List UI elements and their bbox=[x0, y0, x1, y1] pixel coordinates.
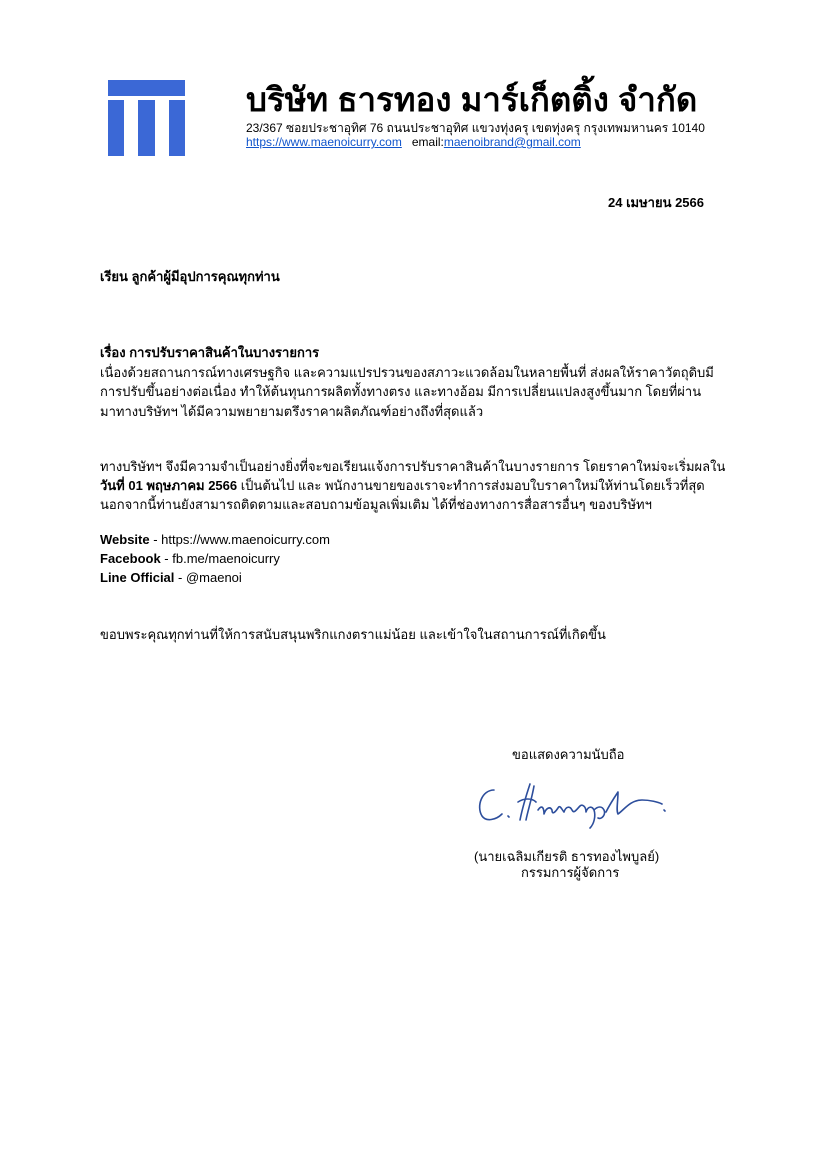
logo-bar-right bbox=[169, 100, 185, 156]
company-name: บริษัท ธารทอง มาร์เก็ตติ้ง จำกัด bbox=[246, 81, 698, 118]
salutation: เรียน ลูกค้าผู้มีอุปการคุณทุกท่าน bbox=[100, 269, 280, 284]
notice-line: ทางบริษัทฯ จึงมีความจำเป็นอย่างยิ่งที่จะขอเรียนแจ้งการปรับราคาสินค้าในบางรายการ โดยราคาใหม่จะเริ่มผลใน bbox=[100, 459, 726, 474]
contact-label: Line Official bbox=[100, 570, 175, 585]
company-contact-line bbox=[246, 135, 581, 149]
logo-bar-left bbox=[108, 100, 124, 156]
subject-line: การปรับขึ้นอย่างต่อเนื่อง ทำให้ต้นทุนการผลิตทั้งทางตรง และทางอ้อม มีการเปลี่ยนแปลงสูงขึ้นมาก โดยที่ผ่าน bbox=[100, 384, 702, 399]
contact-value: - @maenoi bbox=[174, 570, 242, 585]
contact-label: Facebook bbox=[100, 551, 161, 566]
handwritten-signature bbox=[472, 776, 672, 832]
contact-value: - fb.me/maenoicurry bbox=[160, 551, 280, 566]
contact-website bbox=[100, 530, 330, 549]
contact-value: - https://www.maenoicurry.com bbox=[149, 532, 330, 547]
contact-label: Website bbox=[100, 532, 150, 547]
company-email-link[interactable]: maenoibrand@gmail.com bbox=[443, 135, 581, 149]
notice-line: นอกจากนี้ท่านยังสามารถติดตามและสอบถามข้อมูลเพิ่มเติม ได้ที่ช่องทางการสื่อสารอื่นๆ ของบริษัทฯ bbox=[100, 497, 652, 512]
company-website-link[interactable]: https://www.maenoicurry.com bbox=[246, 135, 402, 149]
closing: ขอแสดงความนับถือ bbox=[512, 747, 625, 762]
logo-bar-middle bbox=[138, 100, 155, 156]
contact-line bbox=[100, 568, 330, 587]
company-logo bbox=[108, 80, 185, 156]
notice-line bbox=[100, 476, 730, 495]
signer-title: กรรมการผู้จัดการ bbox=[521, 865, 620, 880]
effective-date: วันที่ 01 พฤษภาคม 2566 bbox=[100, 478, 238, 493]
document-date: 24 เมษายน 2566 bbox=[608, 195, 704, 210]
logo-bar-top bbox=[108, 80, 185, 96]
notice-line-rest: เป็นต้นไป และ พนักงานขายของเราจะทำการส่งมอบใบราคาใหม่ให้ท่านโดยเร็วที่สุด bbox=[237, 478, 705, 493]
subject-line: เนื่องด้วยสถานการณ์ทางเศรษฐกิจ และความแปรปรวนของสภาวะแวดล้อมในหลายพื้นที่ ส่งผลให้ราคาวัตถุดิบมี bbox=[100, 364, 714, 380]
company-address: 23/367 ซอยประชาอุทิศ 76 ถนนประชาอุทิศ แขวงทุ่งครุ เขตทุ่งครุ กรุงเทพมหานคร 10140 bbox=[246, 121, 705, 135]
contact-list bbox=[100, 530, 330, 587]
subject-paragraph bbox=[100, 343, 730, 421]
signer-name: (นายเฉลิมเกียรติ ธารทองไพบูลย์) bbox=[474, 849, 660, 864]
thanks-paragraph: ขอบพระคุณทุกท่านที่ให้การสนับสนุนพริกแกงตราแม่น้อย และเข้าใจในสถานการณ์ที่เกิดขึ้น bbox=[100, 627, 606, 642]
subject-title: เรื่อง การปรับราคาสินค้าในบางรายการ bbox=[100, 345, 320, 360]
contact-facebook bbox=[100, 549, 330, 568]
notice-paragraph bbox=[100, 457, 730, 514]
subject-line: มาทางบริษัทฯ ได้มีความพยายามตรึงราคาผลิตภัณฑ์อย่างถึงที่สุดแล้ว bbox=[100, 403, 484, 419]
email-label: email: bbox=[411, 135, 444, 149]
